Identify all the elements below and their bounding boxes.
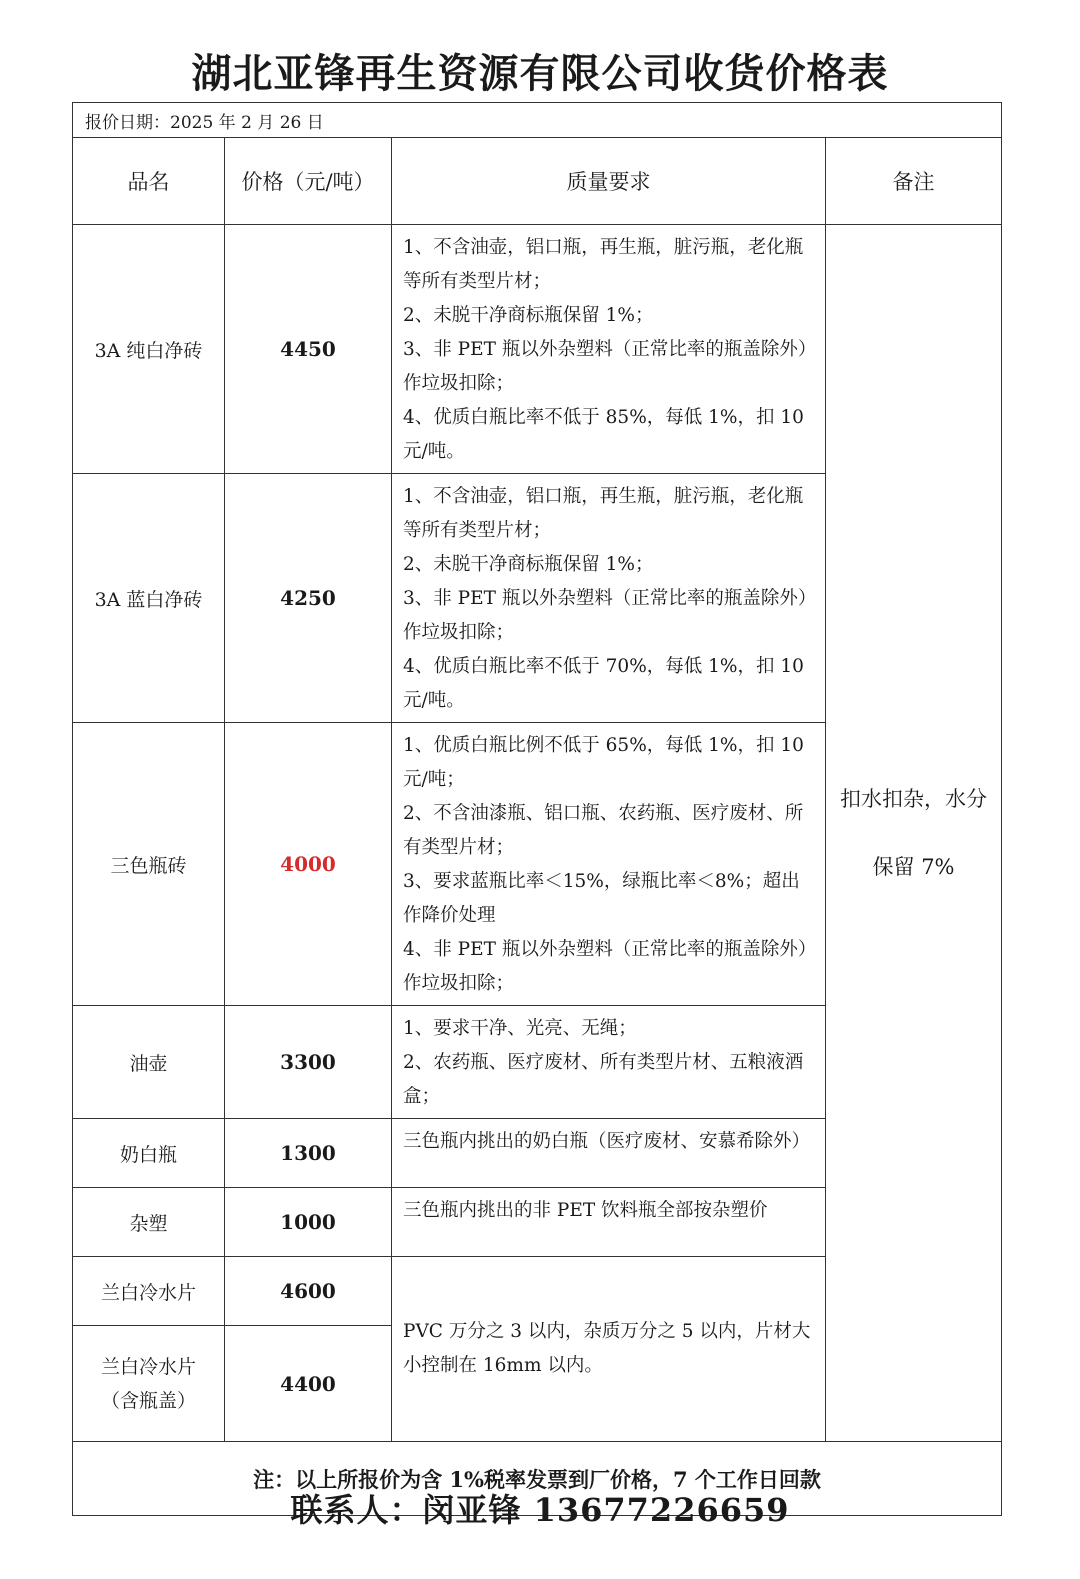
product-name: 油壶 (73, 1006, 225, 1119)
quality-item: 4、优质白瓶比率不低于 70%，每低 1%，扣 10 元/吨。 (403, 656, 804, 711)
product-name (73, 1326, 225, 1442)
header-price: 价格（元/吨） (225, 138, 392, 225)
quality-item: 2、农药瓶、医疗废材、所有类型片材、五粮液酒盒； (403, 1052, 804, 1107)
product-name: 奶白瓶 (73, 1119, 225, 1188)
quality-item: 4、优质白瓶比率不低于 85%，每低 1%，扣 10 元/吨。 (403, 407, 804, 462)
quality-item: 1、不含油壶，铝口瓶，再生瓶，脏污瓶，老化瓶等所有类型片材； (403, 486, 804, 541)
product-name-line: （含瓶盖） (100, 1389, 196, 1412)
product-name: 3A 纯白净砖 (73, 225, 225, 474)
product-price-highlighted: 4000 (225, 723, 392, 1006)
quality-item: 三色瓶内挑出的非 PET 饮料瓶全部按杂塑价 (403, 1200, 768, 1221)
quality-requirements (392, 474, 826, 723)
quality-item: 1、优质白瓶比例不低于 65%，每低 1%，扣 10 元/吨； (403, 735, 804, 790)
quality-requirements (392, 1188, 826, 1257)
product-price: 4600 (225, 1257, 392, 1326)
product-name-line: 兰白冷水片 (100, 1355, 196, 1378)
remark-cell (826, 225, 1002, 1442)
quote-date: 报价日期：2025 年 2 月 26 日 (73, 103, 1002, 138)
product-price: 1300 (225, 1119, 392, 1188)
product-name: 兰白冷水片 (73, 1257, 225, 1326)
product-name: 三色瓶砖 (73, 723, 225, 1006)
product-price: 3300 (225, 1006, 392, 1119)
product-price: 4450 (225, 225, 392, 474)
table-row (73, 225, 1002, 474)
remark-line: 保留 7% (872, 855, 955, 879)
quality-item: 1、不含油壶，铝口瓶，再生瓶，脏污瓶，老化瓶等所有类型片材； (403, 237, 804, 292)
header-quality: 质量要求 (392, 138, 826, 225)
price-table (72, 102, 1002, 1516)
product-name: 3A 蓝白净砖 (73, 474, 225, 723)
quality-item: 3、要求蓝瓶比率＜15%，绿瓶比率＜8%；超出作降价处理 (403, 871, 800, 926)
quality-requirements (392, 723, 826, 1006)
product-price: 4400 (225, 1326, 392, 1442)
quality-requirements (392, 1006, 826, 1119)
product-name: 杂塑 (73, 1188, 225, 1257)
quality-item: 1、要求干净、光亮、无绳； (403, 1018, 637, 1039)
quality-item: 2、不含油漆瓶、铝口瓶、农药瓶、医疗废材、所有类型片材； (403, 803, 804, 858)
quality-requirements (392, 1119, 826, 1188)
header-name: 品名 (73, 138, 225, 225)
quality-item: 3、非 PET 瓶以外杂塑料（正常比率的瓶盖除外）作垃圾扣除； (403, 588, 808, 643)
page-title: 湖北亚锋再生资源有限公司收货价格表 (191, 51, 889, 97)
table-header-row (73, 138, 1002, 225)
header-remark: 备注 (826, 138, 1002, 225)
product-price: 4250 (225, 474, 392, 723)
remark-line: 扣水扣杂，水分 (840, 787, 988, 811)
quality-item: 2、未脱干净商标瓶保留 1%； (403, 305, 654, 326)
quality-item: 3、非 PET 瓶以外杂塑料（正常比率的瓶盖除外）作垃圾扣除； (403, 339, 808, 394)
product-price: 1000 (225, 1188, 392, 1257)
quality-requirements (392, 225, 826, 474)
quality-item: 4、非 PET 瓶以外杂塑料（正常比率的瓶盖除外）作垃圾扣除； (403, 939, 808, 994)
table-note: 注：以上所报价为含 1%税率发票到厂价格，7 个工作日回款 (73, 1442, 1002, 1516)
quality-item: 2、未脱干净商标瓶保留 1%； (403, 554, 654, 575)
quality-item: 三色瓶内挑出的奶白瓶（医疗废材、安慕希除外） (403, 1131, 811, 1152)
contact-info: 联系人：闵亚锋 13677226659 (290, 1491, 790, 1529)
quality-requirements-shared: PVC 万分之 3 以内，杂质万分之 5 以内，片材大小控制在 16mm 以内。 (392, 1257, 826, 1442)
